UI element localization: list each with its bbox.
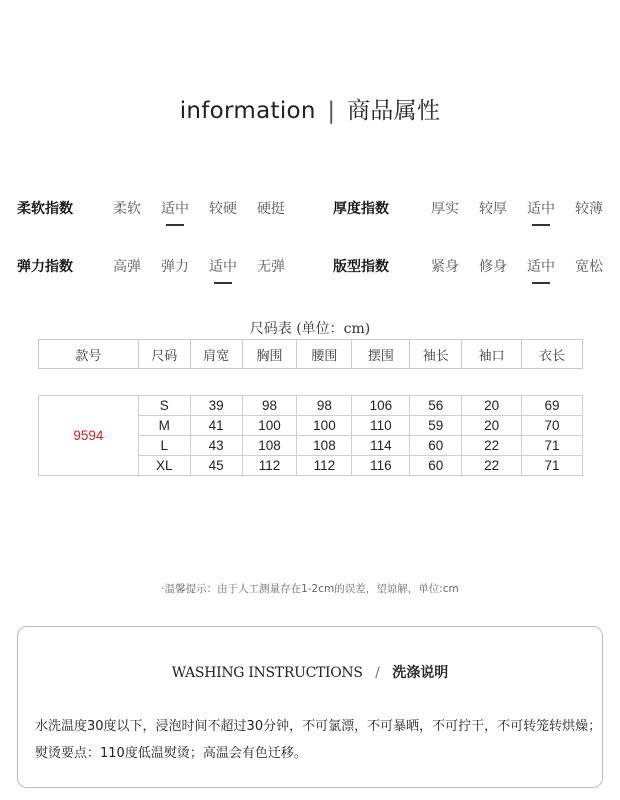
- header-cell: 衣长: [522, 340, 583, 369]
- washing-instructions-box: [17, 626, 603, 788]
- table-cell: 112: [297, 456, 352, 476]
- attribute-option-selected: 适中: [527, 256, 555, 276]
- washing-title: [18, 662, 602, 682]
- washing-title-en: WASHING INSTRUCTIONS: [171, 665, 363, 681]
- title-separator: |: [327, 98, 336, 124]
- table-cell: 114: [352, 436, 410, 456]
- attribute-option-selected: 适中: [527, 198, 555, 218]
- attribute-option-selected: 适中: [161, 198, 189, 218]
- table-cell: S: [138, 396, 190, 416]
- attribute-option: 较薄: [575, 201, 603, 217]
- table-cell: 20: [462, 416, 522, 436]
- attribute-label: 厚度指数: [333, 201, 389, 217]
- attribute-row-softness: [0, 198, 620, 222]
- header-cell: 腰围: [297, 340, 352, 369]
- table-cell: 98: [297, 396, 352, 416]
- measurement-note: ·温馨提示：由于人工测量存在1-2cm的误差，望谅解，单位:cm: [161, 583, 459, 595]
- attribute-option: 硬挺: [257, 201, 285, 217]
- table-cell: 45: [190, 456, 242, 476]
- title-en: information: [179, 98, 316, 124]
- header-cell: 尺码: [138, 340, 190, 369]
- table-cell: 116: [352, 456, 410, 476]
- table-cell: 69: [522, 396, 583, 416]
- table-cell: 20: [462, 396, 522, 416]
- washing-title-cn: 洗涤说明: [392, 665, 449, 681]
- table-cell: M: [138, 416, 190, 436]
- size-chart-header: [38, 339, 583, 369]
- table-cell: 98: [242, 396, 297, 416]
- attribute-option: 柔软: [113, 201, 141, 217]
- table-cell: 100: [242, 416, 297, 436]
- table-cell: 108: [297, 436, 352, 456]
- title-cn: 商品属性: [347, 98, 441, 124]
- header-cell: 摆围: [352, 340, 410, 369]
- table-cell: 43: [190, 436, 242, 456]
- style-number-cell: 9594: [39, 396, 139, 476]
- table-cell: 56: [410, 396, 462, 416]
- table-row: [39, 396, 583, 416]
- table-cell: 22: [462, 436, 522, 456]
- size-chart-caption: 尺码表 (单位：cm): [249, 321, 371, 337]
- header-cell: 肩宽: [190, 340, 242, 369]
- table-cell: 110: [352, 416, 410, 436]
- attribute-option: 高弹: [113, 259, 141, 275]
- attribute-option-selected: 适中: [209, 256, 237, 276]
- table-cell: 108: [242, 436, 297, 456]
- header-cell: 款号: [39, 340, 139, 369]
- table-cell: L: [138, 436, 190, 456]
- page-title: [0, 92, 620, 125]
- attribute-option: 弹力: [161, 259, 189, 275]
- header-cell: 胸围: [242, 340, 297, 369]
- table-cell: 59: [410, 416, 462, 436]
- attribute-row-elasticity: [0, 256, 620, 280]
- washing-line-2: 熨烫要点：110度低温熨烫；高温会有色迁移。: [35, 746, 307, 761]
- attribute-label: 弹力指数: [17, 259, 73, 275]
- attribute-label: 版型指数: [333, 259, 389, 275]
- washing-line-1: 水洗温度30度以下，浸泡时间不超过30分钟，不可氯漂，不可暴晒，不可拧干，不可转笼转烘燥；: [35, 719, 602, 734]
- table-cell: 22: [462, 456, 522, 476]
- table-cell: 41: [190, 416, 242, 436]
- size-chart-header-row: [39, 340, 583, 369]
- attribute-option: 修身: [479, 259, 507, 275]
- table-cell: 60: [410, 456, 462, 476]
- attribute-option: 无弹: [257, 259, 285, 275]
- attribute-option: 较厚: [479, 201, 507, 217]
- table-cell: 112: [242, 456, 297, 476]
- header-cell: 袖长: [410, 340, 462, 369]
- table-cell: 71: [522, 456, 583, 476]
- table-cell: 71: [522, 436, 583, 456]
- table-cell: 70: [522, 416, 583, 436]
- attribute-option: 厚实: [431, 201, 459, 217]
- table-cell: 100: [297, 416, 352, 436]
- table-cell: 106: [352, 396, 410, 416]
- table-cell: 39: [190, 396, 242, 416]
- washing-title-slash: /: [375, 665, 380, 681]
- header-cell: 袖口: [462, 340, 522, 369]
- attribute-label: 柔软指数: [17, 201, 73, 217]
- table-cell: XL: [138, 456, 190, 476]
- attribute-option: 紧身: [431, 259, 459, 275]
- table-cell: 60: [410, 436, 462, 456]
- size-chart-body: [38, 395, 583, 476]
- attribute-option: 宽松: [575, 259, 603, 275]
- attribute-option: 较硬: [209, 201, 237, 217]
